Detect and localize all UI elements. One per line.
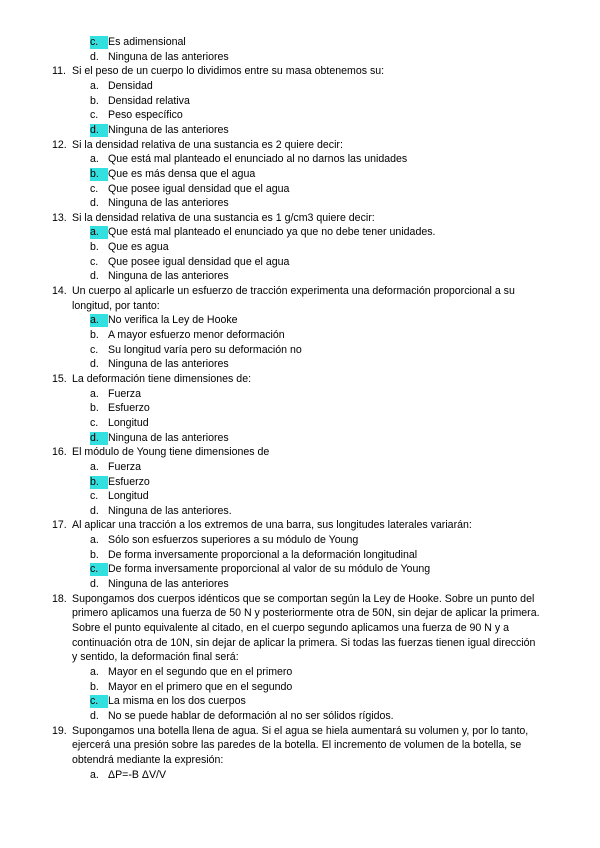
option-text: Que es más densa que el agua (108, 167, 256, 180)
option-letter: b. (90, 94, 99, 107)
option-text: A mayor esfuerzo menor deformación (108, 329, 285, 341)
question-stem-continued (72, 607, 540, 620)
answer-option (90, 666, 292, 679)
answer-option (90, 80, 153, 93)
answer-option (90, 490, 149, 503)
answer-option (90, 681, 292, 694)
question-text: longitud, por tanto: (72, 299, 160, 312)
option-letter: c. (90, 36, 108, 49)
option-text: Ninguna de las anteriores (108, 270, 229, 283)
option-letter: d. (90, 358, 99, 371)
answer-option (90, 769, 166, 782)
answer-option-marked (90, 432, 229, 445)
option-letter: a. (90, 226, 108, 239)
answer-option-marked (90, 695, 246, 708)
option-letter: d. (90, 709, 99, 722)
answer-option (90, 358, 229, 371)
question-text: Al aplicar una tracción a los extremos de una barra, sus longitudes laterales variarán: (72, 519, 472, 532)
question-stem (52, 725, 528, 738)
option-letter: c. (90, 182, 99, 195)
option-letter: a. (90, 665, 99, 678)
option-text: Ninguna de las anteriores (108, 50, 229, 63)
option-text: Ninguna de las anteriores (108, 578, 229, 591)
answer-option (90, 256, 289, 269)
question-stem-continued (72, 637, 535, 650)
question-stem-continued (72, 651, 239, 664)
option-text: No verifica la Ley de Hooke (108, 314, 238, 327)
option-text: Longitud (108, 490, 149, 503)
answer-option-marked (90, 168, 255, 181)
question-text: Si el peso de un cuerpo lo dividimos entre su masa obtenemos su: (72, 65, 385, 78)
question-text: Si la densidad relativa de una sustancia es 2 quiere decir: (72, 138, 343, 151)
option-letter: a. (90, 460, 99, 473)
option-text: Fuerza (108, 387, 141, 400)
option-text: Esfuerzo (108, 402, 150, 415)
question-number: 17. (52, 519, 67, 532)
option-letter: b. (90, 168, 108, 181)
question-number: 19. (52, 724, 67, 737)
answer-option (90, 402, 150, 415)
option-letter: c. (90, 695, 108, 708)
option-text: Ninguna de las anteriores. (108, 504, 232, 517)
answer-option (90, 95, 190, 108)
question-stem-continued (72, 739, 521, 752)
answer-option (90, 51, 229, 64)
option-letter: d. (90, 504, 99, 517)
question-stem (52, 446, 269, 459)
answer-option (90, 109, 183, 122)
option-text: De forma inversamente proporcional a la deformación longitudinal (108, 548, 418, 561)
option-text: Es adimensional (108, 36, 186, 48)
answer-option (90, 329, 285, 342)
answer-option (90, 344, 302, 357)
answer-option (90, 710, 394, 723)
answer-option (90, 534, 358, 547)
option-text: Que está mal planteado el enunciado ya que no debe tener unidades. (108, 226, 436, 239)
option-text: Fuerza (108, 460, 141, 473)
answer-option (90, 461, 141, 474)
option-letter: a. (90, 79, 99, 92)
question-text: Un cuerpo al aplicarle un esfuerzo de tracción experimenta una deformación proporcional a su (72, 285, 515, 298)
option-letter: a. (90, 768, 99, 781)
option-text: Que posee igual densidad que el agua (108, 182, 290, 195)
question-stem (52, 519, 472, 532)
option-text: Sólo son esfuerzos superiores a su módulo de Young (108, 534, 359, 547)
option-text: ΔP=-B ΔV/V (108, 768, 167, 781)
question-number: 16. (52, 446, 67, 459)
option-letter: d. (90, 50, 99, 63)
question-text: Sobre el punto equivalente al citado, en el cuerpo segundo aplicamos una fuerza de 90 N y a (72, 622, 509, 634)
answer-option (90, 388, 141, 401)
question-text: Si la densidad relativa de una sustancia es 1 g/cm3 quiere decir: (72, 211, 375, 224)
option-text: Ninguna de las anteriores (108, 197, 229, 210)
option-letter: d. (90, 578, 99, 591)
option-letter: b. (90, 680, 99, 693)
question-stem-continued (72, 754, 223, 767)
option-text: Peso específico (108, 109, 183, 122)
question-text: Supongamos una botella llena de agua. Si el agua se hiela aumentará su volumen y, por lo tanto, (72, 724, 529, 737)
option-letter: b. (90, 329, 99, 341)
question-stem (52, 139, 343, 152)
option-text: Ninguna de las anteriores (108, 431, 229, 444)
option-letter: b. (90, 402, 99, 415)
option-letter: a. (90, 534, 99, 547)
option-text: La misma en los dos cuerpos (108, 695, 246, 708)
answer-option-marked (90, 124, 229, 137)
option-text: De forma inversamente proporcional al valor de su módulo de Young (108, 563, 431, 576)
question-text: El módulo de Young tiene dimensiones de (72, 446, 270, 459)
question-stem (52, 212, 375, 225)
answer-option (90, 578, 229, 591)
question-text: continuación otra de 10N, sin dejar de aplicar la primera. Si todas las fuerzas tienen igual dirección (72, 636, 536, 649)
answer-option (90, 505, 232, 518)
option-text: Densidad (108, 79, 153, 92)
question-stem (52, 593, 534, 606)
option-letter: b. (90, 548, 99, 561)
option-letter: c. (90, 563, 108, 576)
question-stem (52, 285, 515, 298)
answer-option-marked (90, 563, 430, 576)
option-letter: b. (90, 241, 99, 254)
question-number: 12. (52, 138, 67, 151)
question-stem-continued (72, 622, 509, 635)
option-letter: c. (90, 255, 99, 268)
answer-option-marked (90, 314, 238, 327)
option-letter: d. (90, 270, 99, 283)
question-text: y sentido, la deformación final será: (72, 651, 239, 664)
question-stem (52, 373, 251, 386)
option-letter: a. (90, 314, 108, 327)
question-number: 14. (52, 285, 67, 298)
answer-option (90, 549, 417, 562)
option-text: Esfuerzo (108, 475, 150, 488)
option-text: Su longitud varía pero su deformación no (108, 343, 302, 356)
option-text: No se puede hablar de deformación al no ser sólidos rígidos. (108, 709, 394, 722)
option-text: Mayor en el primero que en el segundo (108, 680, 293, 693)
question-number: 11. (52, 65, 66, 78)
question-text: ejercerá una presión sobre las paredes de la botella. El incremento de volumen de la botella, se (72, 739, 522, 752)
option-letter: d. (90, 124, 108, 137)
answer-option-marked (90, 226, 435, 239)
answer-option (90, 241, 169, 254)
answer-option (90, 417, 149, 430)
option-text: Ninguna de las anteriores (108, 123, 229, 136)
question-number: 18. (52, 592, 67, 605)
answer-option (90, 270, 229, 283)
question-number: 15. (52, 372, 67, 385)
option-letter: a. (90, 387, 99, 400)
question-stem-continued (72, 300, 160, 313)
option-letter: c. (90, 109, 99, 122)
option-text: Longitud (108, 416, 149, 429)
question-text: primero aplicamos una fuerza de 50 N y posteriormente otra de 50N, sin dejar de aplicar la primera. (72, 607, 540, 620)
option-letter: a. (90, 153, 99, 166)
answer-option (90, 153, 407, 166)
answer-option (90, 197, 229, 210)
option-text: Que posee igual densidad que el agua (108, 255, 290, 268)
option-letter: c. (90, 343, 99, 356)
answer-option (90, 183, 289, 196)
question-text: La deformación tiene dimensiones de: (72, 372, 252, 385)
question-text: Supongamos dos cuerpos idénticos que se comportan según la Ley de Hooke. Sobre un punto del (72, 592, 535, 605)
option-text: Densidad relativa (108, 94, 190, 107)
option-text: Que está mal planteado el enunciado al no darnos las unidades (108, 153, 408, 166)
question-stem (52, 65, 384, 78)
option-text: Que es agua (108, 241, 169, 254)
question-number: 13. (52, 211, 67, 224)
question-text: obtendrá mediante la expresión: (72, 753, 224, 766)
option-text: Mayor en el segundo que en el primero (108, 665, 293, 678)
answer-option-marked (90, 476, 150, 489)
option-letter: d. (90, 432, 108, 445)
option-letter: c. (90, 416, 99, 429)
option-letter: b. (90, 476, 108, 489)
option-letter: d. (90, 197, 99, 210)
option-letter: c. (90, 490, 99, 503)
option-text: Ninguna de las anteriores (108, 358, 229, 371)
answer-option-marked (90, 36, 186, 49)
